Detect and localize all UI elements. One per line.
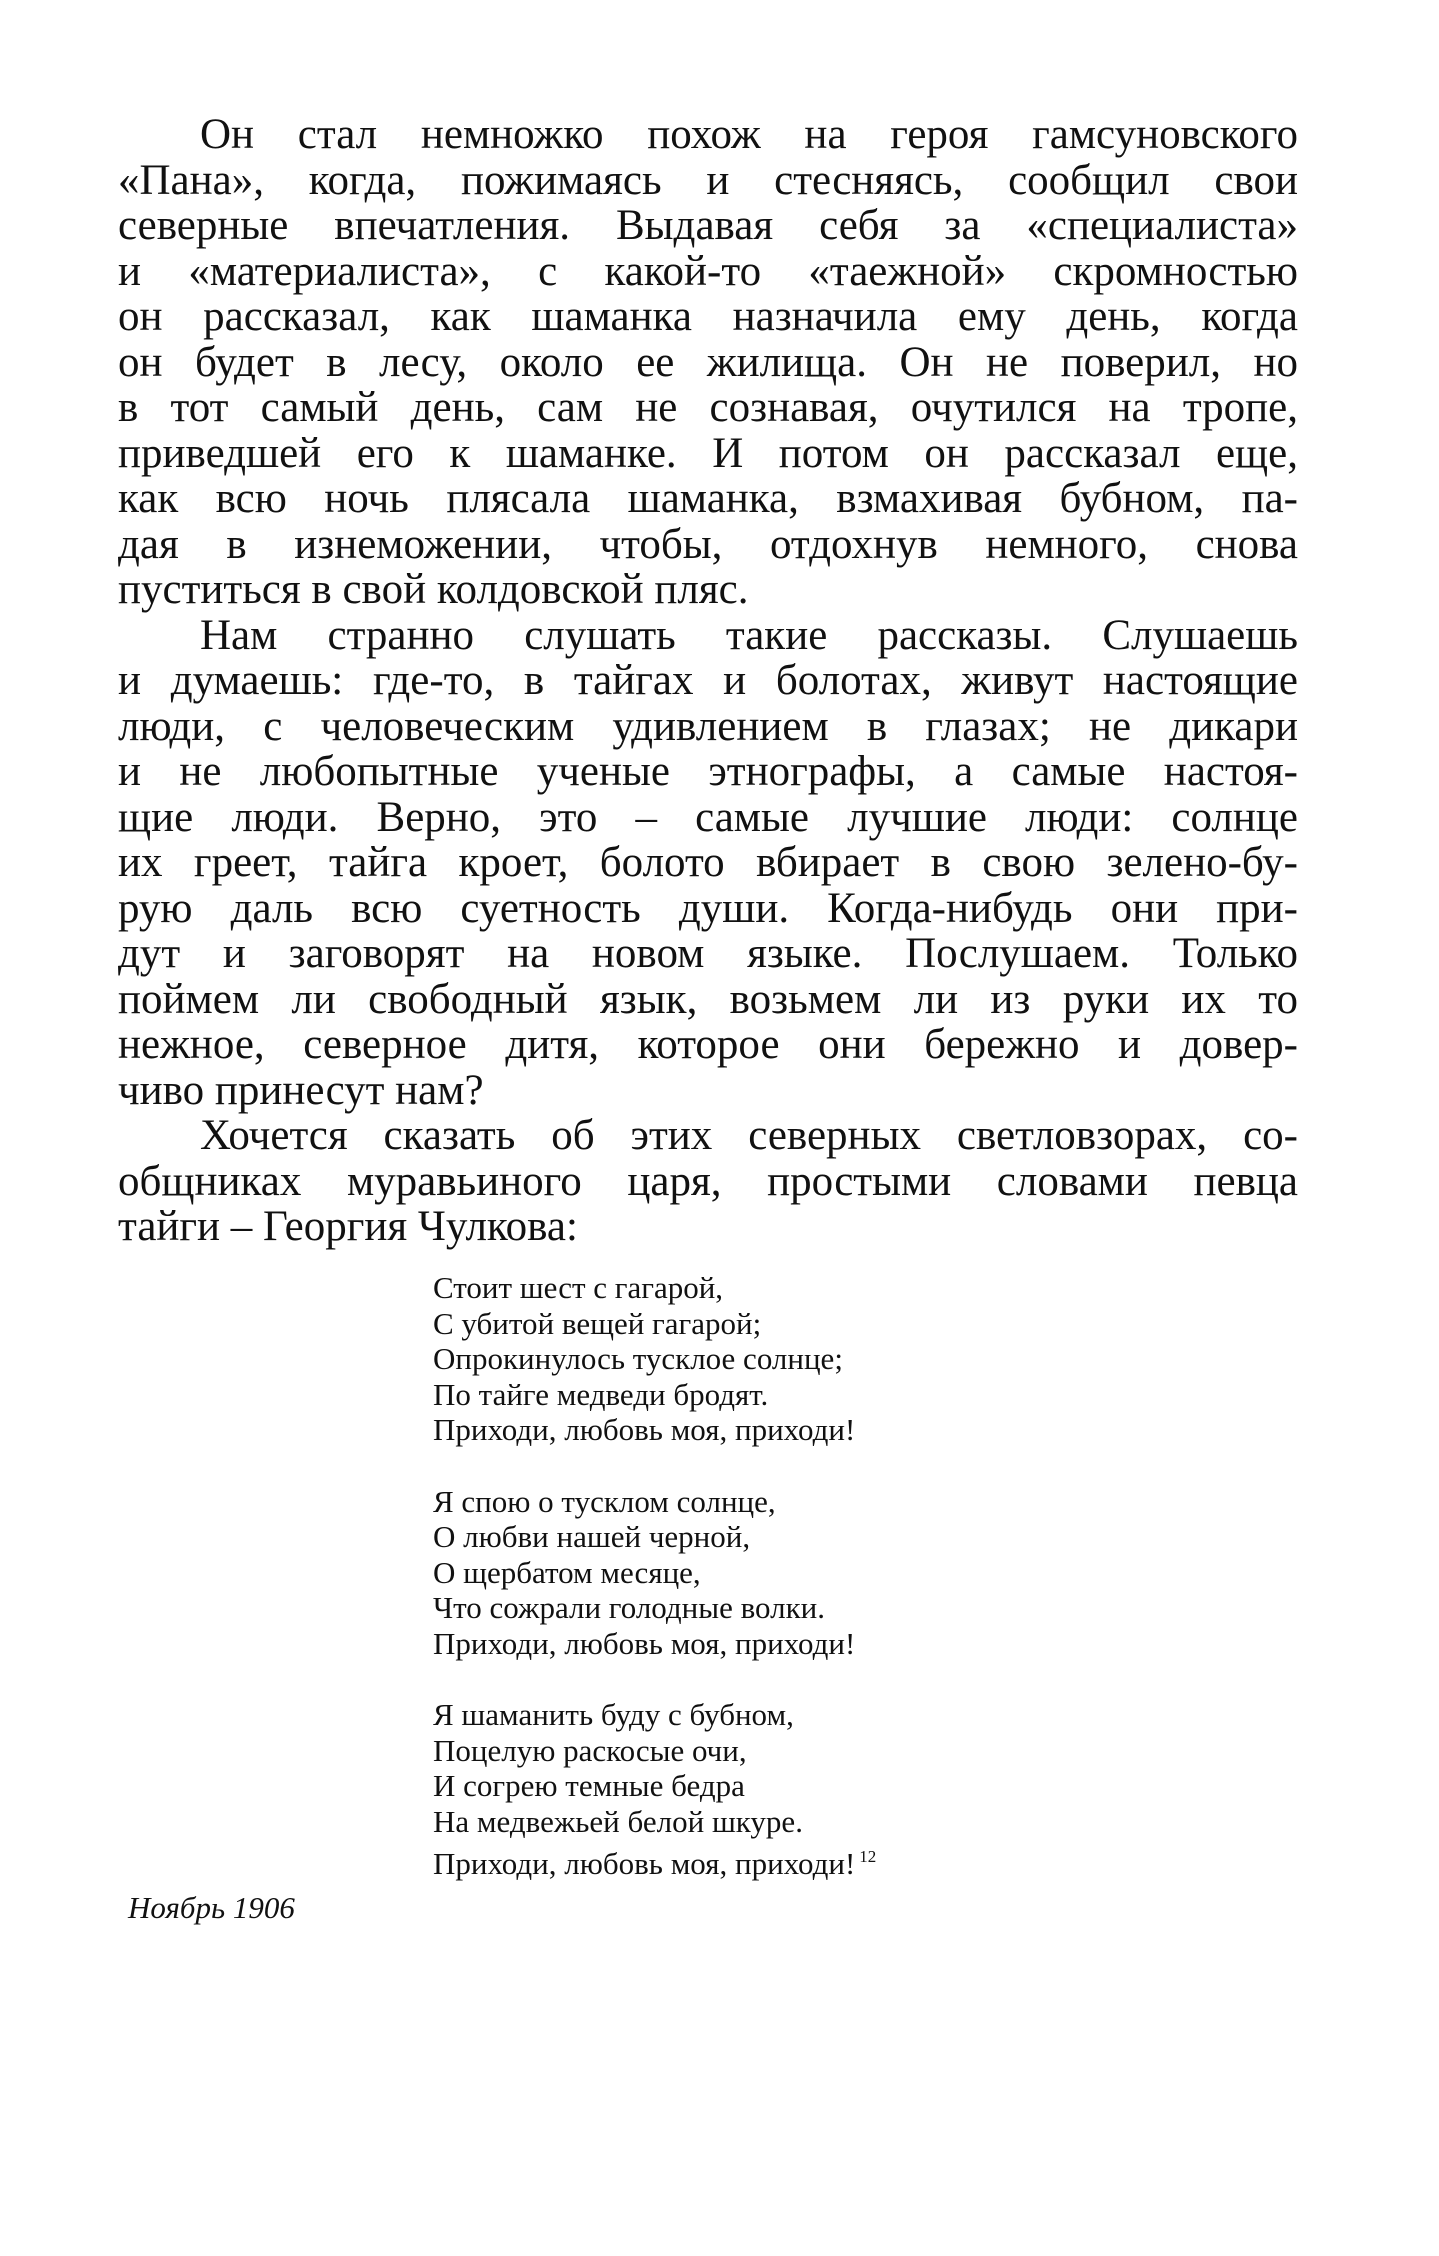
text-line: рую даль всю суетность души. Когда-нибудь они при-	[118, 884, 1298, 932]
text-line: чиво принесут нам?	[118, 1066, 484, 1114]
text-line: дая в изнеможении, чтобы, отдохнув немного, снова	[118, 520, 1298, 568]
poem-line: Что сожрали голодные волки.	[433, 1590, 825, 1625]
text-line: щие люди. Верно, это – самые лучшие люди: солнце	[118, 793, 1298, 841]
poem-line: С убитой вещей гагарой;	[433, 1305, 762, 1341]
poem-line: Я спою о тусклом солнце,	[433, 1483, 776, 1519]
text-line: общниках муравьиного царя, простыми словами певца	[118, 1157, 1298, 1205]
poem-stanza-2	[433, 1484, 1133, 1662]
text-line: в тот самый день, сам не сознавая, очутился на тропе,	[118, 384, 1298, 431]
text-line: дут и заговорят на новом языке. Послушаем. Только	[118, 930, 1298, 977]
text-line: поймем ли свободный язык, возьмем ли из руки их то	[118, 975, 1298, 1023]
paragraph-1	[118, 112, 1298, 613]
poem-line-text: Приходи, любовь моя, приходи!	[433, 1846, 856, 1881]
poem-line: Опрокинулось тусклое солнце;	[433, 1341, 843, 1376]
text-line: и «материалиста», с какой-то «таежной» скромностью	[118, 247, 1298, 295]
paragraph-3	[118, 1113, 1298, 1250]
text-line: северные впечатления. Выдавая себя за «специалиста»	[118, 202, 1298, 249]
date-signature: Ноябрь 1906	[128, 1890, 295, 1925]
poem-line: Приходи, любовь моя, приходи!	[433, 1412, 856, 1447]
footnote-marker: 12	[859, 1847, 877, 1866]
poem-stanza-1	[433, 1270, 1133, 1448]
poem-line: О щербатом месяце,	[433, 1554, 701, 1590]
text-line: и думаешь: где-то, в тайгах и болотах, живут настоящие	[118, 657, 1298, 704]
text-line: он рассказал, как шаманка назначила ему день, когда	[118, 293, 1298, 340]
text-line: приведшей его к шаманке. И потом он рассказал еще,	[118, 429, 1298, 477]
text-line: как всю ночь плясала шаманка, взмахивая бубном, па-	[118, 475, 1298, 522]
poem-line: О любви нашей черной,	[433, 1519, 751, 1554]
text-line: он будет в лесу, около ее жилища. Он не поверил, но	[118, 338, 1298, 386]
poem-line-with-footnote	[433, 1839, 1133, 1881]
poem-line: На медвежьей белой шкуре.	[433, 1803, 803, 1839]
poem-line: Я шаманить буду с бубном,	[433, 1697, 794, 1732]
text-line: пуститься в свой колдовской пляс.	[118, 566, 749, 613]
text-line: люди, с человеческим удивлением в глазах; не дикари	[118, 702, 1298, 750]
text-line: Нам странно слушать такие рассказы. Слушаешь	[200, 611, 1298, 659]
poem-line: Приходи, любовь моя, приходи!	[433, 1625, 856, 1661]
poem-line: По тайге медведи бродят.	[433, 1376, 769, 1412]
prose-text	[118, 112, 1298, 1250]
text-line: Хочется сказать об этих северных светловзорах, со-	[200, 1112, 1298, 1159]
text-line: и не любопытные ученые этнографы, а самые настоя-	[118, 748, 1298, 795]
text-line: «Пана», когда, пожимаясь и стесняясь, сообщил свои	[118, 156, 1298, 204]
poem-line: И согрею темные бедра	[433, 1768, 745, 1803]
poem-line: Поцелую раскосые очи,	[433, 1732, 747, 1768]
text-line: тайги – Георгия Чулкова:	[118, 1203, 578, 1250]
paragraph-2	[118, 613, 1298, 1114]
poem-stanza-3	[433, 1697, 1133, 1881]
text-line: их греет, тайга кроет, болото вбирает в свою зелено-бу-	[118, 839, 1298, 886]
poem	[433, 1270, 1133, 1911]
text-line: нежное, северное дитя, которое они бережно и довер-	[118, 1021, 1298, 1068]
text-line: Он стал немножко похож на героя гамсуновского	[200, 111, 1298, 158]
poem-line: Стоит шест с гагарой,	[433, 1270, 724, 1305]
